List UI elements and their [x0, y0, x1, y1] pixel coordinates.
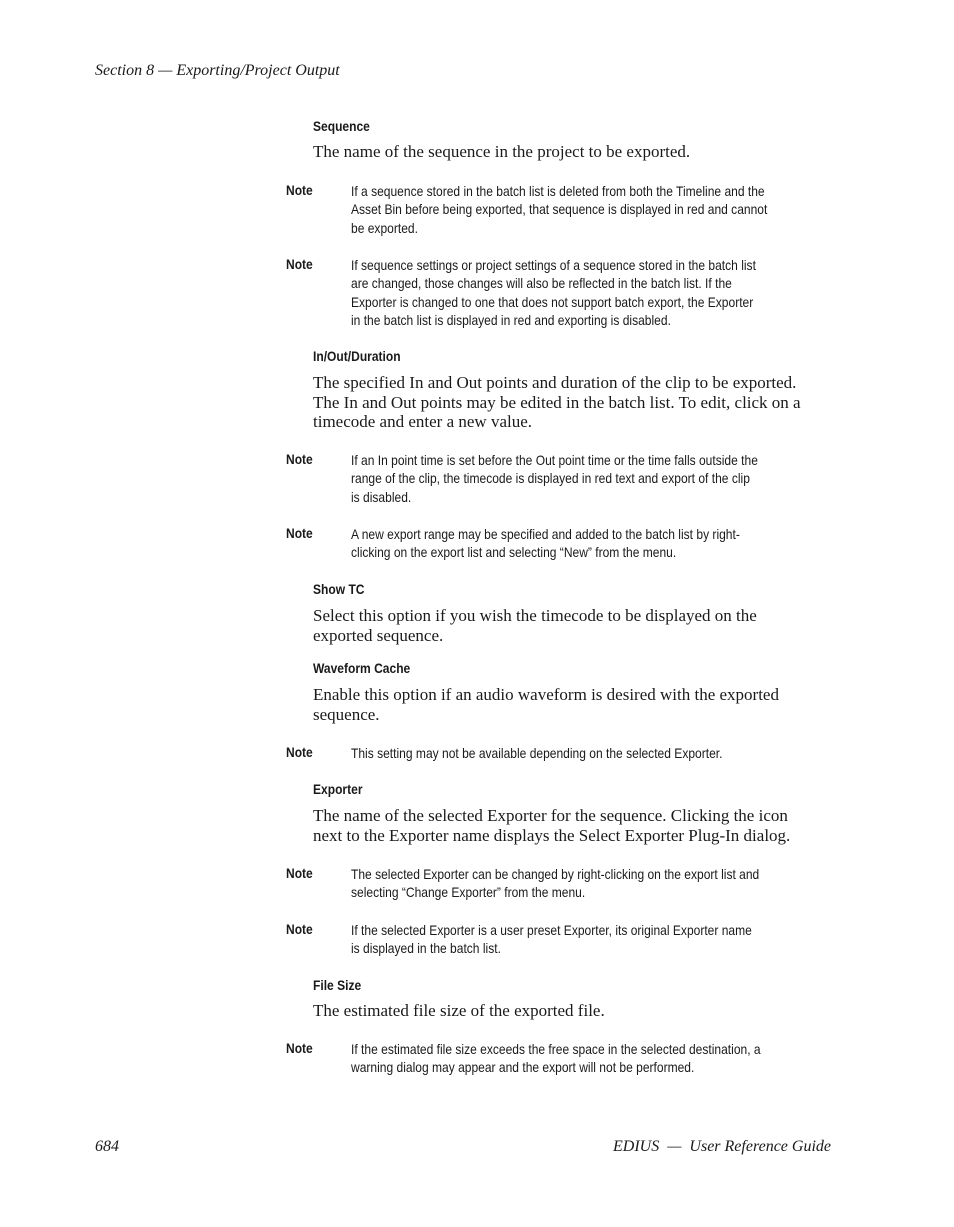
note-text: A new export range may be specified and added to the batch list by right- clicking on the export list and selecting “New” from the menu. [351, 526, 740, 561]
inout-description: The specified In and Out points and duration of the clip to be exported. The In and Out points may be edited in the batch list. To edit, click on a timecode and enter a new value. [313, 373, 801, 431]
note-text: If the estimated file size exceeds the free space in the selected destination, a warning dialog may appear and the export will not be performed. [351, 1041, 761, 1076]
page-number: 684 [95, 1138, 119, 1155]
inout-heading: In/Out/Duration [313, 348, 401, 364]
running-header: Section 8 — Exporting/Project Output [95, 62, 340, 79]
note-text: If the selected Exporter is a user preset Exporter, its original Exporter name is displayed in the batch list. [351, 922, 752, 957]
note-label: Note [286, 1040, 313, 1056]
note-label: Note [286, 182, 313, 198]
sequence-heading: Sequence [313, 118, 370, 134]
note-label: Note [286, 744, 313, 760]
waveform-description: Enable this option if an audio waveform is desired with the exported sequence. [313, 685, 779, 724]
note-label: Note [286, 451, 313, 467]
showtc-description: Select this option if you wish the timecode to be displayed on the exported sequence. [313, 606, 757, 645]
note-text: The selected Exporter can be changed by right-clicking on the export list and selecting “Change Exporter” from the menu. [351, 866, 760, 901]
note-text: If sequence settings or project settings of a sequence stored in the batch list are changed, those changes will also be reflected in the batch list. If the Exporter is changed to one that does not support batch export, the Exporter in the batch list is displayed in red and exporting is disabled. [351, 257, 756, 328]
note-text: This setting may not be available depending on the selected Exporter. [351, 745, 723, 761]
sequence-description: The name of the sequence in the project to be exported. [313, 142, 691, 161]
running-footer: EDIUS — User Reference Guide [612, 1138, 831, 1155]
note-label: Note [286, 256, 313, 272]
note-text: If a sequence stored in the batch list is deleted from both the Timeline and the Asset Bin before being exported, that sequence is displayed in red and cannot be exported. [351, 183, 768, 236]
note-label: Note [286, 525, 313, 541]
exporter-heading: Exporter [313, 781, 363, 797]
showtc-heading: Show TC [313, 581, 365, 597]
note-label: Note [286, 865, 313, 881]
exporter-description: The name of the selected Exporter for the sequence. Clicking the icon next to the Exporter name displays the Select Exporter Plug-In dialog. [313, 806, 791, 845]
filesize-description: The estimated file size of the exported file. [313, 1001, 605, 1020]
note-label: Note [286, 921, 313, 937]
waveform-heading: Waveform Cache [313, 660, 411, 676]
filesize-heading: File Size [313, 977, 362, 993]
note-text: If an In point time is set before the Out point time or the time falls outside the range of the clip, the timecode is displayed in red text and export of the clip is disabled. [351, 452, 758, 505]
